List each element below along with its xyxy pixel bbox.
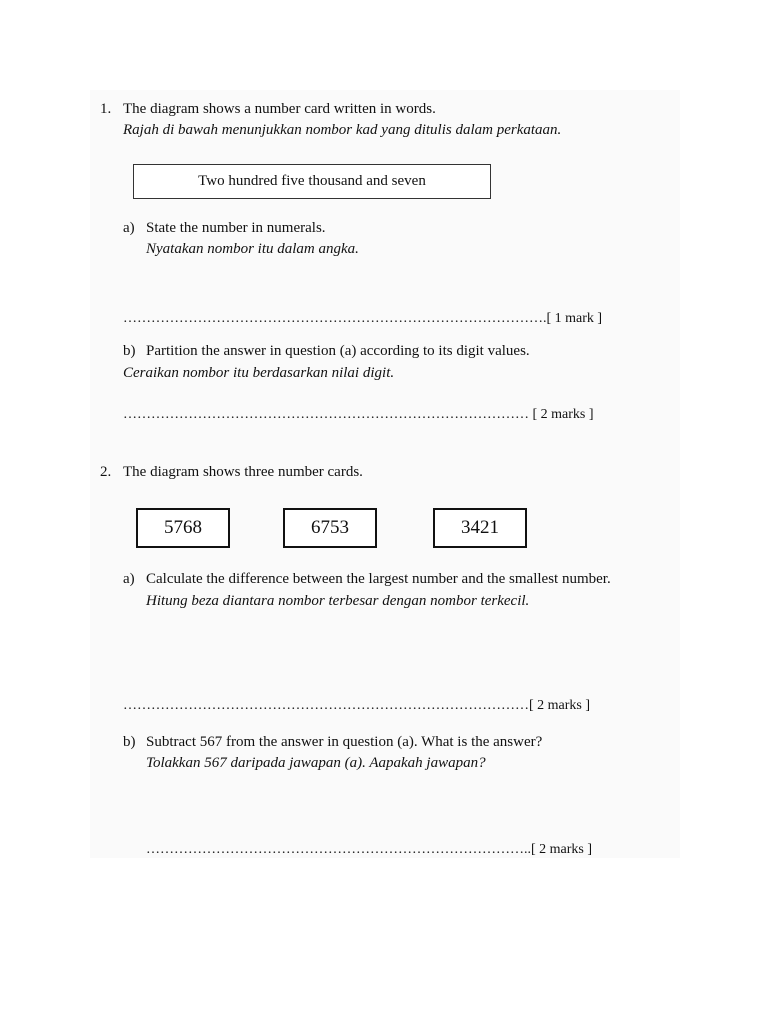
q1a-question: State the number in numerals.	[146, 220, 326, 236]
q1b-answer-line[interactable]: …………………………………………………………………………… [ 2 marks ]	[123, 407, 594, 422]
q2a-answer-line[interactable]: ……………………………………………………………………………[ 2 marks ]	[123, 698, 591, 713]
q1-number-card-text: Two hundred five thousand and seven	[198, 173, 426, 189]
q2b-answer-line[interactable]: ………………………………………………………………………..[ 2 marks ]	[146, 842, 593, 857]
q2b-label: b)	[123, 734, 136, 750]
q2-number: 2.	[100, 464, 112, 480]
q1a-answer-line[interactable]: ……………………………………………………………………………….[ 1 mark ]	[123, 311, 603, 326]
q2-card-2-value: 6753	[311, 517, 349, 538]
q2-card-3-value: 3421	[461, 517, 499, 538]
q2a-question: Calculate the difference between the largest number and the smallest number.	[146, 571, 611, 587]
q2-intro: The diagram shows three number cards.	[123, 464, 363, 480]
q1a-label: a)	[123, 220, 135, 236]
q1b-question: Partition the answer in question (a) according to its digit values.	[146, 343, 530, 359]
q2-card-1	[136, 508, 230, 548]
q2b-question: Subtract 567 from the answer in question (a). What is the answer?	[146, 734, 543, 750]
q2a-question-ms: Hitung beza diantara nombor terbesar dengan nombor terkecil.	[146, 593, 530, 609]
q2-card-2	[283, 508, 377, 548]
q2a-label: a)	[123, 571, 135, 587]
q2b-question-ms: Tolakkan 567 daripada jawapan (a). Aapakah jawapan?	[146, 755, 486, 771]
q1-intro-ms: Rajah di bawah menunjukkan nombor kad yang ditulis dalam perkataan.	[123, 122, 562, 138]
q1-number-card	[133, 164, 491, 199]
q1-intro: The diagram shows a number card written in words.	[123, 101, 436, 117]
q2-card-1-value: 5768	[164, 517, 202, 538]
q1b-question-ms: Ceraikan nombor itu berdasarkan nilai digit.	[123, 365, 395, 381]
q1-number: 1.	[100, 101, 112, 117]
q1b-label: b)	[123, 343, 136, 359]
q2-card-3	[433, 508, 527, 548]
q1a-question-ms: Nyatakan nombor itu dalam angka.	[146, 241, 359, 257]
